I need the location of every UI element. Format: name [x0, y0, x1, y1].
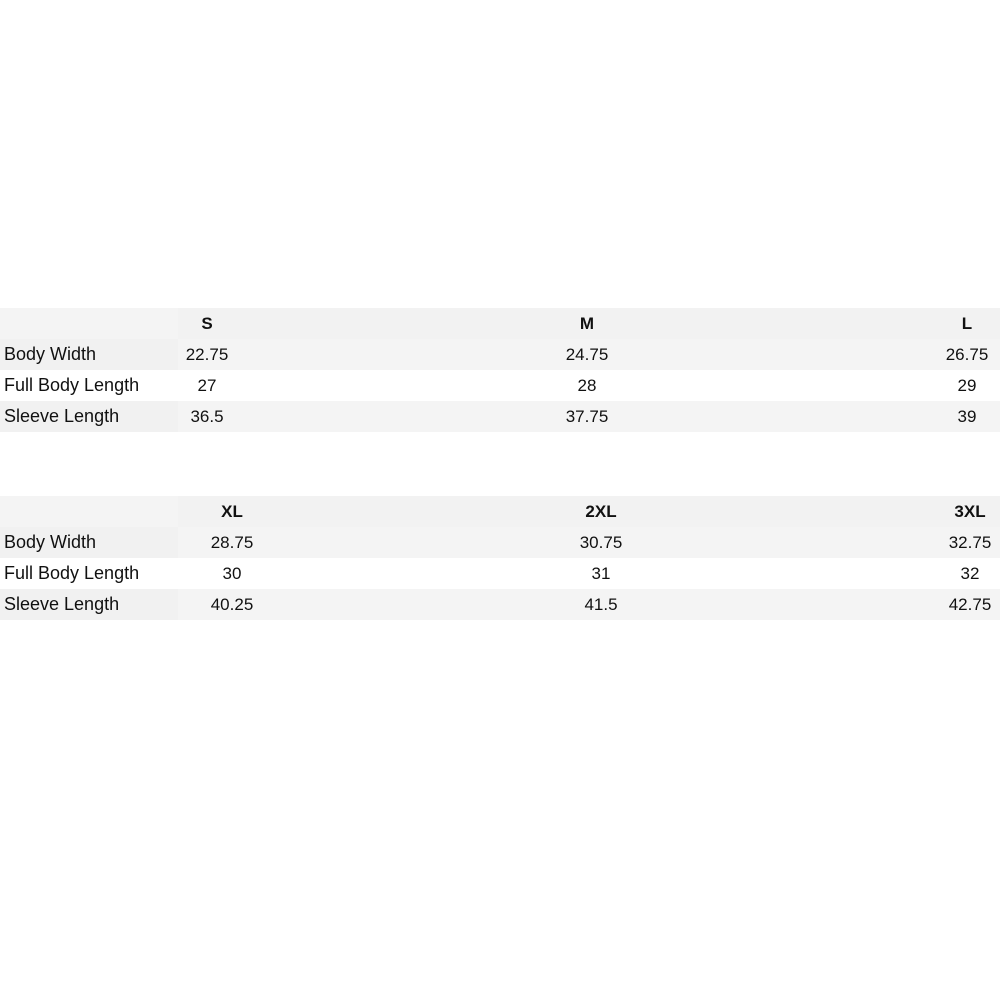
size-chart-table-1	[0, 308, 1000, 432]
table-cell: 42.75	[948, 595, 992, 614]
table-cell: 27	[197, 376, 217, 395]
row-label-full-body-length: Full Body Length	[4, 563, 140, 583]
table-cell: 31	[591, 564, 611, 583]
size-header-2xl: 2XL	[585, 502, 617, 521]
header-label-cell	[0, 496, 178, 527]
size-header-s: S	[201, 314, 213, 333]
size-header-xl: XL	[221, 502, 243, 521]
table-cell: 40.25	[210, 595, 254, 614]
size-header-3xl: 3XL	[954, 502, 986, 521]
table-cell: 32.75	[948, 533, 992, 552]
table-cell: 39	[957, 407, 977, 426]
row-label-full-body-length: Full Body Length	[4, 375, 140, 395]
table-cell: 37.75	[565, 407, 609, 426]
table-row	[0, 558, 1000, 589]
table-cell: 29	[957, 376, 977, 395]
row-label-sleeve-length: Sleeve Length	[4, 406, 120, 426]
size-header-row	[0, 496, 1000, 527]
table-cell: 24.75	[565, 345, 609, 364]
size-header-row	[0, 308, 1000, 339]
size-header-m: M	[579, 314, 595, 333]
table-cell: 26.75	[945, 345, 989, 364]
table-cell: 30	[222, 564, 242, 583]
size-header-l: L	[961, 314, 973, 333]
table-cell: 22.75	[185, 345, 229, 364]
table-cell: 32	[960, 564, 980, 583]
table-cell: 30.75	[579, 533, 623, 552]
table-row	[0, 401, 1000, 432]
table-row	[0, 589, 1000, 620]
table-cell: 28	[577, 376, 597, 395]
row-label-body-width: Body Width	[4, 532, 97, 552]
table-row	[0, 527, 1000, 558]
row-label-sleeve-length: Sleeve Length	[4, 594, 120, 614]
table-row	[0, 370, 1000, 401]
table-cell: 28.75	[210, 533, 254, 552]
table-row	[0, 339, 1000, 370]
size-chart-table-2	[0, 496, 1000, 620]
row-label-body-width: Body Width	[4, 344, 97, 364]
table-cell: 36.5	[190, 407, 224, 426]
table-cell: 41.5	[584, 595, 618, 614]
header-label-cell	[0, 308, 178, 339]
